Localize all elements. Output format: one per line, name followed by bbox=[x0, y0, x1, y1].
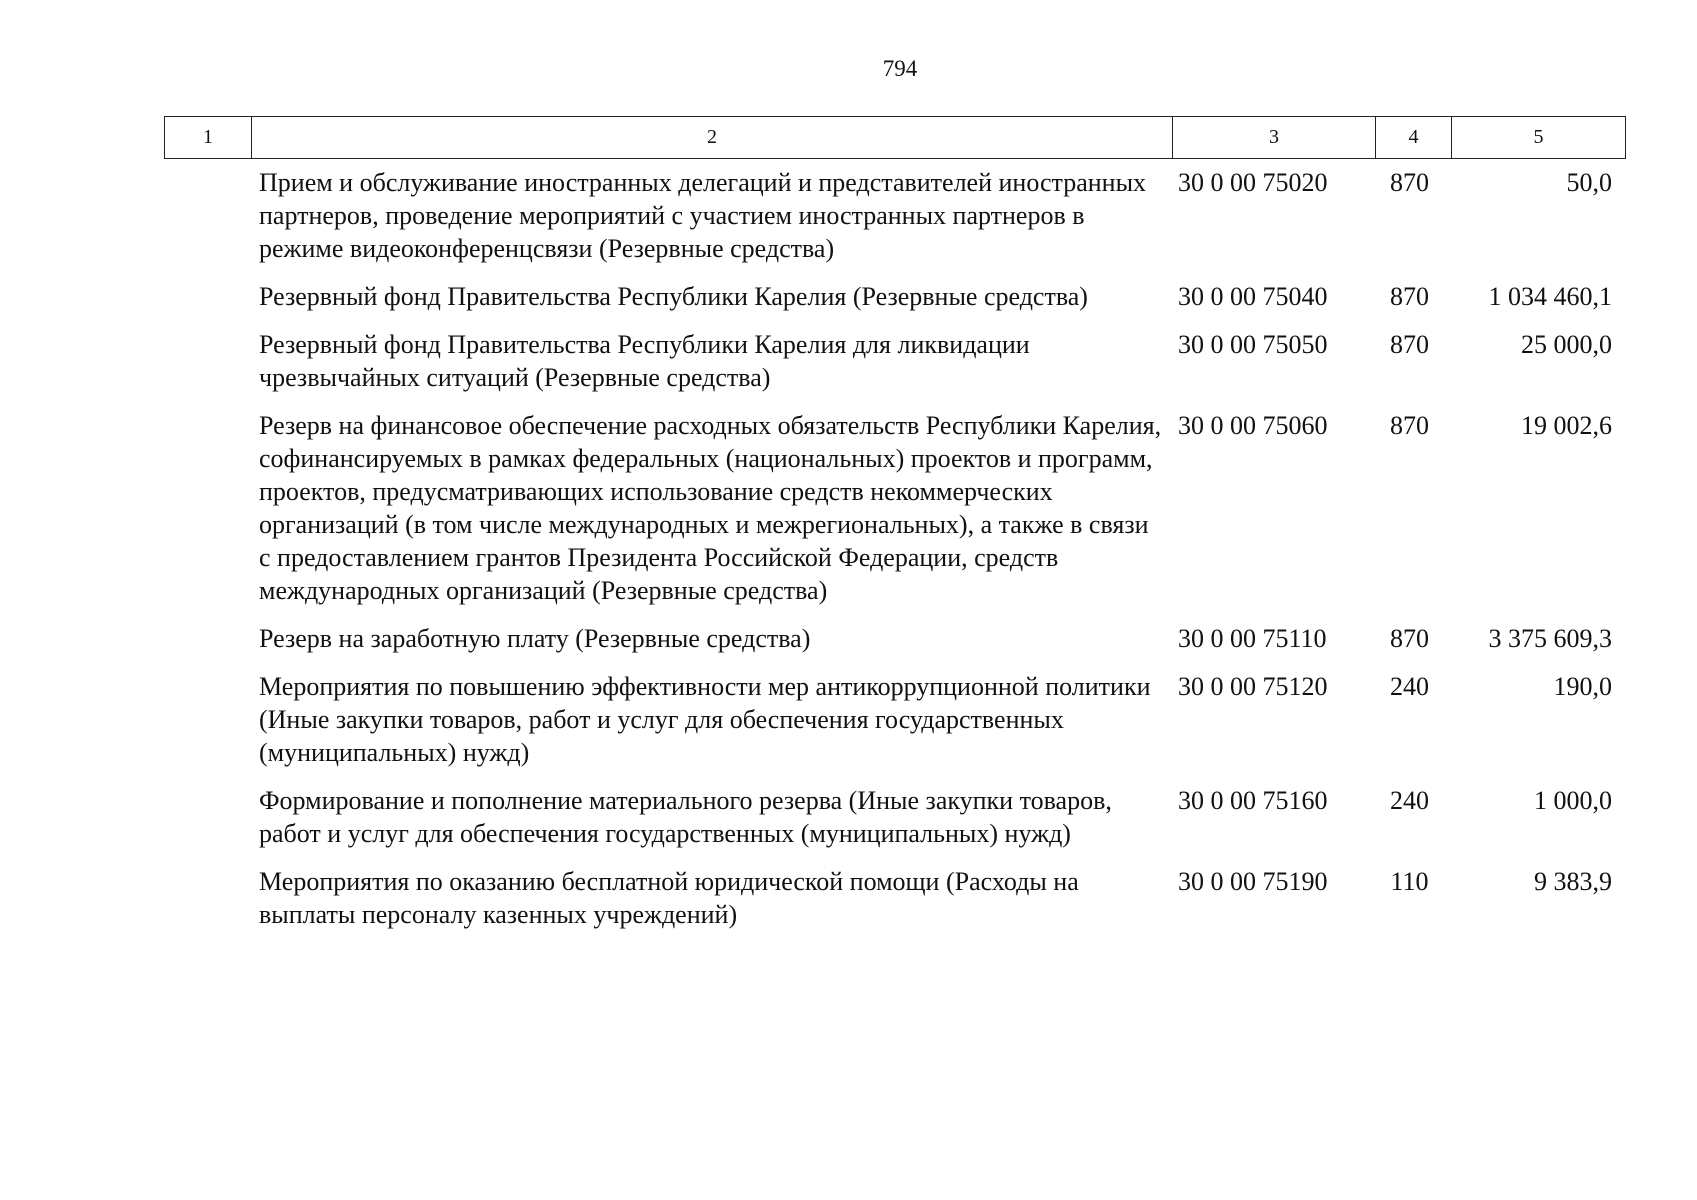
empty-cell bbox=[164, 784, 250, 865]
row-description: Резерв на финансовое обеспечение расходных обязательств Республики Карелия, софинансируемых в рамках федеральных (национальных) проектов и программ, проектов, предусматривающих использование средств некоммерческих организаций (в том числе международных и межрегиональных), а также в связи с предоставлением грантов Президента Российской Федерации, средств международных организаций (Резервные средства) bbox=[259, 411, 1162, 605]
empty-cell bbox=[164, 280, 250, 328]
table-row bbox=[164, 280, 1620, 328]
row-description: Формирование и пополнение материального резерва (Иные закупки товаров, работ и услуг для обеспечения государственных (муниципальных) нужд) bbox=[259, 786, 1112, 848]
row-code: 30 0 00 75120 bbox=[1178, 672, 1328, 701]
row-amount: 190,0 bbox=[1553, 672, 1612, 701]
empty-cell bbox=[164, 328, 250, 409]
row-expense-type: 870 bbox=[1390, 282, 1429, 311]
table-row bbox=[164, 409, 1620, 622]
row-amount: 19 002,6 bbox=[1521, 411, 1612, 440]
page-number: 794 bbox=[882, 56, 918, 81]
row-amount: 9 383,9 bbox=[1534, 867, 1612, 896]
row-expense-type: 870 bbox=[1390, 411, 1429, 440]
table-row bbox=[164, 670, 1620, 784]
row-amount: 50,0 bbox=[1566, 168, 1612, 197]
table-row bbox=[164, 328, 1620, 409]
row-code: 30 0 00 75110 bbox=[1178, 624, 1327, 653]
row-description: Прием и обслуживание иностранных делегаций и представителей иностранных партнеров, проведение мероприятий с участием иностранных партнеров в режиме видеоконференцсвязи (Резервные средства) bbox=[259, 168, 1147, 263]
row-expense-type: 110 bbox=[1390, 867, 1429, 896]
row-amount: 1 000,0 bbox=[1534, 786, 1612, 815]
row-code: 30 0 00 75060 bbox=[1178, 411, 1328, 440]
row-expense-type: 870 bbox=[1390, 168, 1429, 197]
empty-cell bbox=[164, 865, 250, 946]
empty-cell bbox=[164, 670, 250, 784]
table-row bbox=[164, 784, 1620, 865]
row-description: Резерв на заработную плату (Резервные средства) bbox=[259, 624, 811, 653]
row-amount: 25 000,0 bbox=[1521, 330, 1612, 359]
column-header-5: 5 bbox=[1452, 117, 1626, 159]
row-expense-type: 870 bbox=[1390, 330, 1429, 359]
row-amount: 3 375 609,3 bbox=[1488, 624, 1612, 653]
row-expense-type: 870 bbox=[1390, 624, 1429, 653]
row-description: Мероприятия по оказанию бесплатной юридической помощи (Расходы на выплаты персоналу казенных учреждений) bbox=[259, 867, 1079, 929]
table-row bbox=[164, 166, 1620, 280]
row-amount: 1 034 460,1 bbox=[1488, 282, 1612, 311]
column-header-row bbox=[165, 117, 1626, 159]
row-code: 30 0 00 75050 bbox=[1178, 330, 1328, 359]
empty-cell bbox=[164, 166, 250, 280]
row-description: Резервный фонд Правительства Республики Карелия для ликвидации чрезвычайных ситуаций (Резервные средства) bbox=[259, 330, 1030, 392]
empty-cell bbox=[164, 622, 250, 670]
column-header-3: 3 bbox=[1173, 117, 1376, 159]
table-row bbox=[164, 865, 1620, 946]
budget-table bbox=[164, 166, 1620, 946]
table-row bbox=[164, 622, 1620, 670]
row-code: 30 0 00 75040 bbox=[1178, 282, 1328, 311]
column-header-1: 1 bbox=[165, 117, 252, 159]
column-header-table bbox=[164, 116, 1626, 159]
row-code: 30 0 00 75190 bbox=[1178, 867, 1328, 896]
column-header-4: 4 bbox=[1376, 117, 1452, 159]
row-expense-type: 240 bbox=[1390, 672, 1429, 701]
row-code: 30 0 00 75160 bbox=[1178, 786, 1328, 815]
row-description: Мероприятия по повышению эффективности мер антикоррупционной политики (Иные закупки товаров, работ и услуг для обеспечения государственных (муниципальных) нужд) bbox=[259, 672, 1151, 767]
empty-cell bbox=[164, 409, 250, 622]
row-expense-type: 240 bbox=[1390, 786, 1429, 815]
row-code: 30 0 00 75020 bbox=[1178, 168, 1328, 197]
row-description: Резервный фонд Правительства Республики Карелия (Резервные средства) bbox=[259, 282, 1088, 311]
column-header-2: 2 bbox=[252, 117, 1173, 159]
